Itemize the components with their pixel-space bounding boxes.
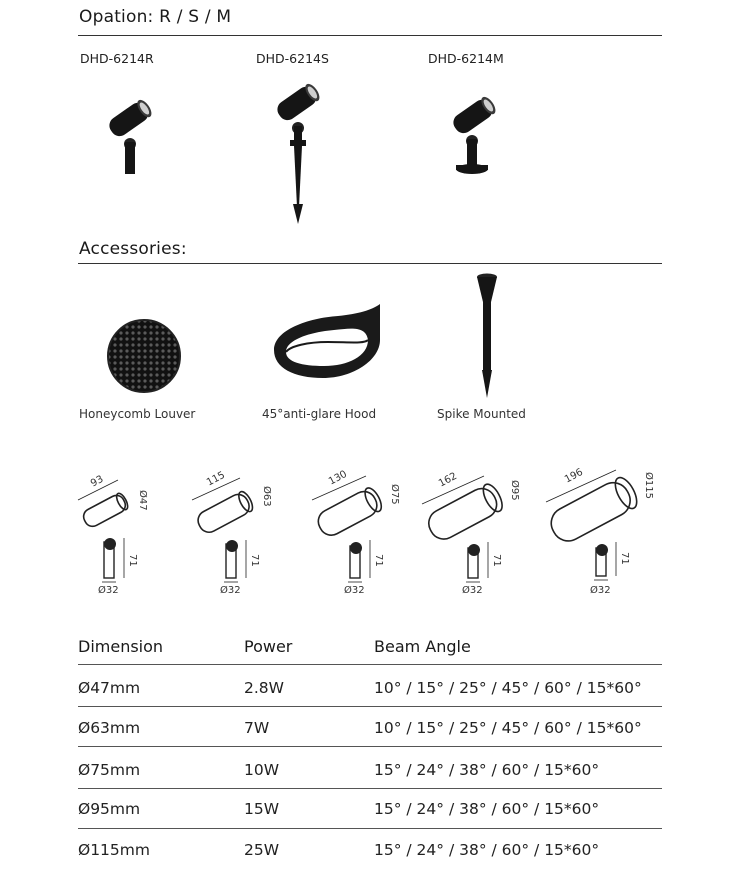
- dim-length-115: 196: [562, 466, 585, 486]
- table-cell-dimension: Ø115mm: [78, 841, 150, 859]
- dimension-drawing-63: [188, 469, 298, 598]
- table-cell-power: 10W: [244, 761, 280, 779]
- dim-base-63: Ø32: [220, 585, 241, 596]
- table-header-divider: [78, 664, 662, 665]
- table-cell-beam-angle: 15° / 24° / 38° / 60° / 15*60°: [374, 841, 600, 859]
- spike-icon: [472, 272, 502, 402]
- table-cell-dimension: Ø63mm: [78, 719, 141, 737]
- dim-length-95: 162: [436, 470, 459, 490]
- variant-label-s: DHD-6214S: [256, 51, 329, 66]
- dim-length-75: 130: [326, 468, 349, 488]
- dim-diameter-95: Ø95: [509, 480, 520, 501]
- table-cell-dimension: Ø75mm: [78, 761, 141, 779]
- accessory-label-hood: 45°anti-glare Hood: [262, 407, 377, 421]
- options-divider: [78, 35, 662, 36]
- table-cell-beam-angle: 10° / 15° / 25° / 45° / 60° / 15*60°: [374, 719, 642, 737]
- dim-stem-75: 71: [373, 554, 384, 567]
- dim-diameter-63: Ø63: [261, 486, 272, 507]
- dim-length-63: 115: [204, 469, 227, 489]
- honeycomb-louver-icon: [106, 318, 182, 394]
- dim-stem-115: 71: [619, 552, 630, 565]
- table-header-beam-angle: Beam Angle: [374, 637, 471, 656]
- table-cell-power: 7W: [244, 719, 270, 737]
- variant-label-m: DHD-6214M: [428, 51, 504, 66]
- accessories-divider: [78, 263, 662, 264]
- dimension-drawing-115: [544, 462, 674, 598]
- table-cell-power: 15W: [244, 800, 280, 818]
- spike-mount-icon: [268, 82, 328, 232]
- table-cell-power: 2.8W: [244, 679, 284, 697]
- dimension-drawing-75: [308, 468, 418, 598]
- table-row-divider: [78, 788, 662, 789]
- accessory-label-spike: Spike Mounted: [437, 407, 526, 421]
- table-cell-beam-angle: 15° / 24° / 38° / 60° / 15*60°: [374, 761, 600, 779]
- dim-stem-95: 71: [491, 554, 502, 567]
- dimension-drawing-95: [420, 470, 540, 598]
- table-cell-beam-angle: 15° / 24° / 38° / 60° / 15*60°: [374, 800, 600, 818]
- dim-base-47: Ø32: [98, 585, 119, 596]
- dim-diameter-115: Ø115: [643, 472, 654, 499]
- accessory-label-louver: Honeycomb Louver: [79, 407, 196, 421]
- short-stem-mount-icon: [100, 98, 160, 178]
- table-row-divider: [78, 706, 662, 707]
- dim-diameter-47: Ø47: [137, 490, 148, 511]
- base-plate-mount-icon: [440, 95, 510, 180]
- table-cell-power: 25W: [244, 841, 280, 859]
- table-cell-dimension: Ø95mm: [78, 800, 141, 818]
- table-cell-beam-angle: 10° / 15° / 25° / 45° / 60° / 15*60°: [374, 679, 642, 697]
- anti-glare-hood-icon: [268, 300, 388, 390]
- variant-label-r: DHD-6214R: [80, 51, 154, 66]
- table-header-power: Power: [244, 637, 293, 656]
- dim-length-47: 93: [88, 473, 106, 490]
- dim-base-115: Ø32: [590, 585, 611, 596]
- dim-stem-63: 71: [249, 554, 260, 567]
- dimension-drawing-47: [74, 473, 174, 598]
- table-row-divider: [78, 746, 662, 747]
- dim-stem-47: 71: [127, 554, 138, 567]
- table-cell-dimension: Ø47mm: [78, 679, 141, 697]
- options-title: Opation: R / S / M: [79, 7, 232, 27]
- dim-base-95: Ø32: [462, 585, 483, 596]
- table-row-divider: [78, 828, 662, 829]
- dim-diameter-75: Ø75: [389, 484, 400, 505]
- dim-base-75: Ø32: [344, 585, 365, 596]
- accessories-title: Accessories:: [79, 239, 187, 259]
- table-header-dimension: Dimension: [78, 637, 164, 656]
